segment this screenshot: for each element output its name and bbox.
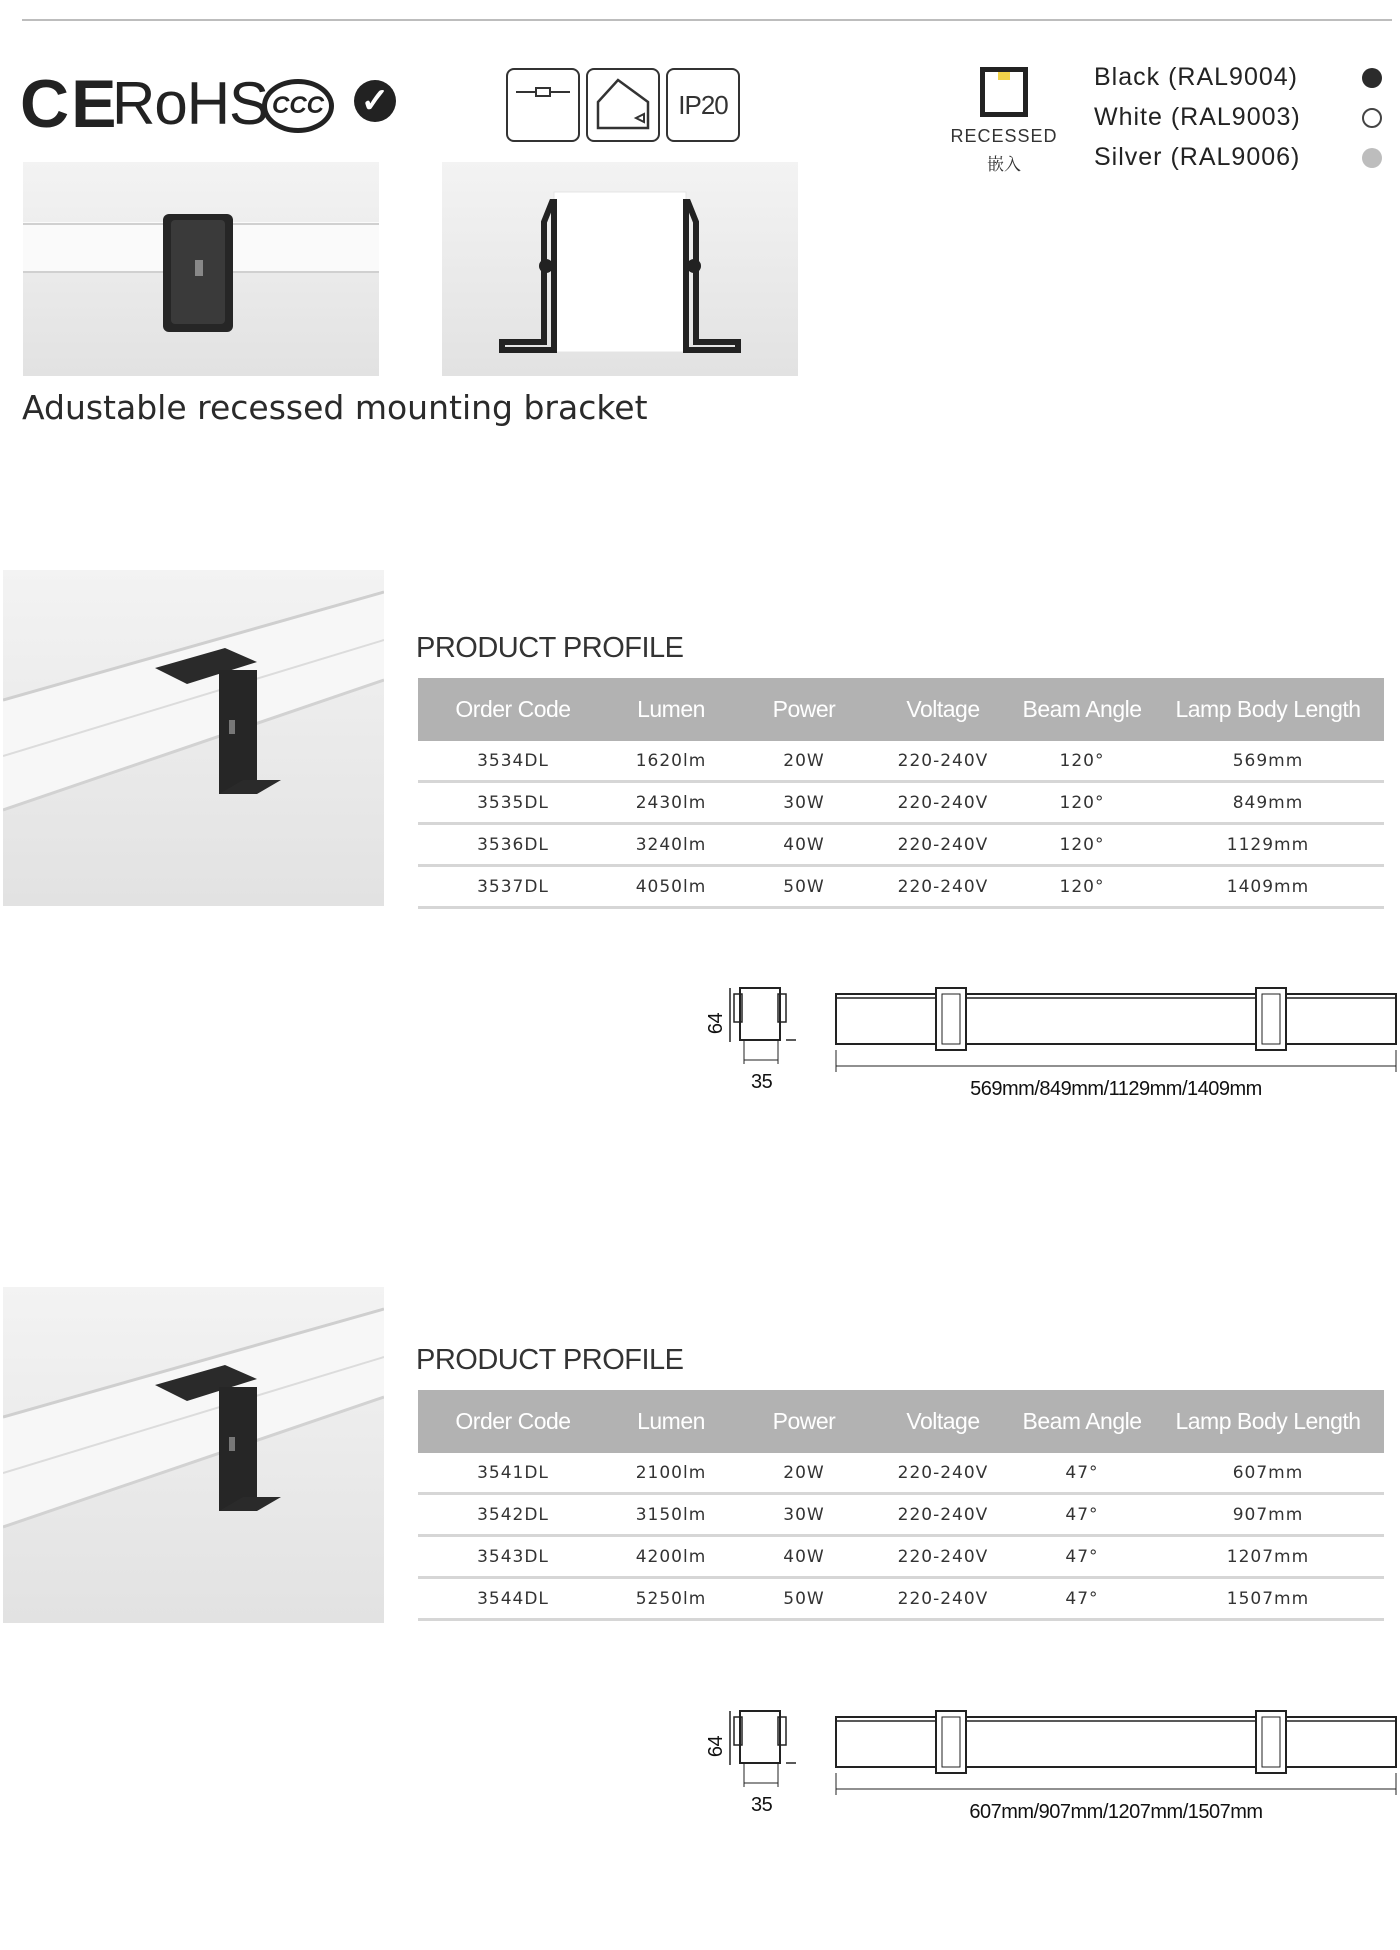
voltage: 220-240V (897, 1546, 989, 1567)
voltage: 220-240V (897, 1588, 989, 1609)
table-header-1 (418, 678, 1384, 741)
order-code: 3541DL (477, 1462, 549, 1483)
table-row (418, 1453, 1384, 1495)
order-code: 3543DL (477, 1546, 549, 1567)
header-lumen: Lumen (637, 696, 705, 722)
lamp-body-length: 1507mm (1226, 1588, 1310, 1609)
header-beam-angle: Beam Angle (1022, 696, 1142, 722)
voltage: 220-240V (897, 1462, 989, 1483)
beam-angle: 47° (1065, 1462, 1099, 1483)
color-option-silver: Silver (RAL9006) (1094, 143, 1301, 171)
recessed-label: RECESSED (950, 126, 1058, 146)
lumen: 4050lm (635, 876, 707, 897)
black-swatch-icon (1362, 68, 1382, 88)
led-indicator-icon (998, 72, 1010, 80)
power: 20W (783, 1462, 825, 1483)
product-profile-title-1: PRODUCT PROFILE (416, 632, 684, 664)
header-order-code: Order Code (455, 696, 571, 722)
beam-angle: 47° (1065, 1546, 1099, 1567)
bracket-caption: Adustable recessed mounting bracket (22, 388, 648, 427)
header-order-code: Order Code (455, 1408, 571, 1434)
ccc-mark: CCC (262, 79, 334, 133)
table-row (418, 1495, 1384, 1537)
bracket-mounted-photo (442, 162, 798, 376)
color-option-white: White (RAL9003) (1094, 103, 1301, 131)
table-row (418, 825, 1384, 867)
beam-angle: 120° (1059, 750, 1105, 771)
table-row (418, 783, 1384, 825)
order-code: 3544DL (477, 1588, 549, 1609)
power: 50W (783, 876, 825, 897)
table-row (418, 867, 1384, 909)
dim-lengths-2: 607mm/907mm/1207mm/1507mm (969, 1801, 1263, 1823)
rohs-mark: RoHS (112, 70, 269, 137)
driver-symbol-icon (506, 68, 580, 142)
table-row (418, 1579, 1384, 1621)
product-table-1 (418, 678, 1384, 909)
dim-width-1: 35 (751, 1071, 773, 1093)
power: 30W (783, 792, 825, 813)
dim-height-1: 64 (705, 1012, 728, 1035)
order-code: 3537DL (477, 876, 549, 897)
dim-width-2: 35 (751, 1794, 773, 1816)
power: 40W (783, 834, 825, 855)
lumen: 2430lm (635, 792, 707, 813)
beam-angle: 120° (1059, 876, 1105, 897)
ip20-rating-badge: IP20 (666, 68, 740, 142)
power: 50W (783, 1588, 825, 1609)
lamp-body-length: 1409mm (1226, 876, 1310, 897)
lumen: 3150lm (635, 1504, 707, 1525)
power: 20W (783, 750, 825, 771)
lumen: 1620lm (635, 750, 707, 771)
beam-angle: 47° (1065, 1504, 1099, 1525)
lumen: 4200lm (635, 1546, 707, 1567)
header-power: Power (772, 1408, 836, 1434)
order-code: 3535DL (477, 792, 549, 813)
product-profile-title-2: PRODUCT PROFILE (416, 1344, 684, 1376)
table-row (418, 741, 1384, 783)
dim-height-2: 64 (705, 1735, 728, 1758)
header-lamp-body-length: Lamp Body Length (1175, 696, 1361, 722)
table-row (418, 1537, 1384, 1579)
recessed-label-cn: 嵌入 (987, 155, 1021, 174)
power: 40W (783, 1546, 825, 1567)
beam-angle: 47° (1065, 1588, 1099, 1609)
lamp-body-length: 849mm (1232, 792, 1304, 813)
silver-swatch-icon (1362, 148, 1382, 168)
white-swatch-icon (1362, 108, 1382, 128)
lamp-body-length: 1207mm (1226, 1546, 1310, 1567)
beam-angle: 120° (1059, 792, 1105, 813)
lumen: 5250lm (635, 1588, 707, 1609)
voltage: 220-240V (897, 750, 989, 771)
voltage: 220-240V (897, 834, 989, 855)
product-photo-1 (3, 570, 384, 906)
order-code: 3542DL (477, 1504, 549, 1525)
header-lamp-body-length: Lamp Body Length (1175, 1408, 1361, 1434)
header-lumen: Lumen (637, 1408, 705, 1434)
lumen: 3240lm (635, 834, 707, 855)
lumen: 2100lm (635, 1462, 707, 1483)
product-photo-2 (3, 1287, 384, 1623)
voltage: 220-240V (897, 876, 989, 897)
table-header-2 (418, 1390, 1384, 1453)
order-code: 3536DL (477, 834, 549, 855)
lamp-body-length: 1129mm (1226, 834, 1310, 855)
voltage: 220-240V (897, 1504, 989, 1525)
header-voltage: Voltage (906, 696, 980, 722)
order-code: 3534DL (477, 750, 549, 771)
color-option-black: Black (RAL9004) (1094, 63, 1298, 91)
lamp-body-length: 607mm (1232, 1462, 1304, 1483)
header-power: Power (772, 696, 836, 722)
c-tick-mark-icon: ✓ (354, 80, 396, 122)
furniture-mount-symbol-icon (586, 68, 660, 142)
dim-lengths-1: 569mm/849mm/1129mm/1409mm (970, 1078, 1262, 1100)
header-beam-angle: Beam Angle (1022, 1408, 1142, 1434)
lamp-body-length: 907mm (1232, 1504, 1304, 1525)
bracket-detail-photo (23, 162, 379, 376)
power: 30W (783, 1504, 825, 1525)
top-rule (22, 19, 1392, 21)
beam-angle: 120° (1059, 834, 1105, 855)
ce-mark: CE (20, 66, 119, 142)
header-voltage: Voltage (906, 1408, 980, 1434)
voltage: 220-240V (897, 792, 989, 813)
product-table-2 (418, 1390, 1384, 1621)
lamp-body-length: 569mm (1232, 750, 1304, 771)
